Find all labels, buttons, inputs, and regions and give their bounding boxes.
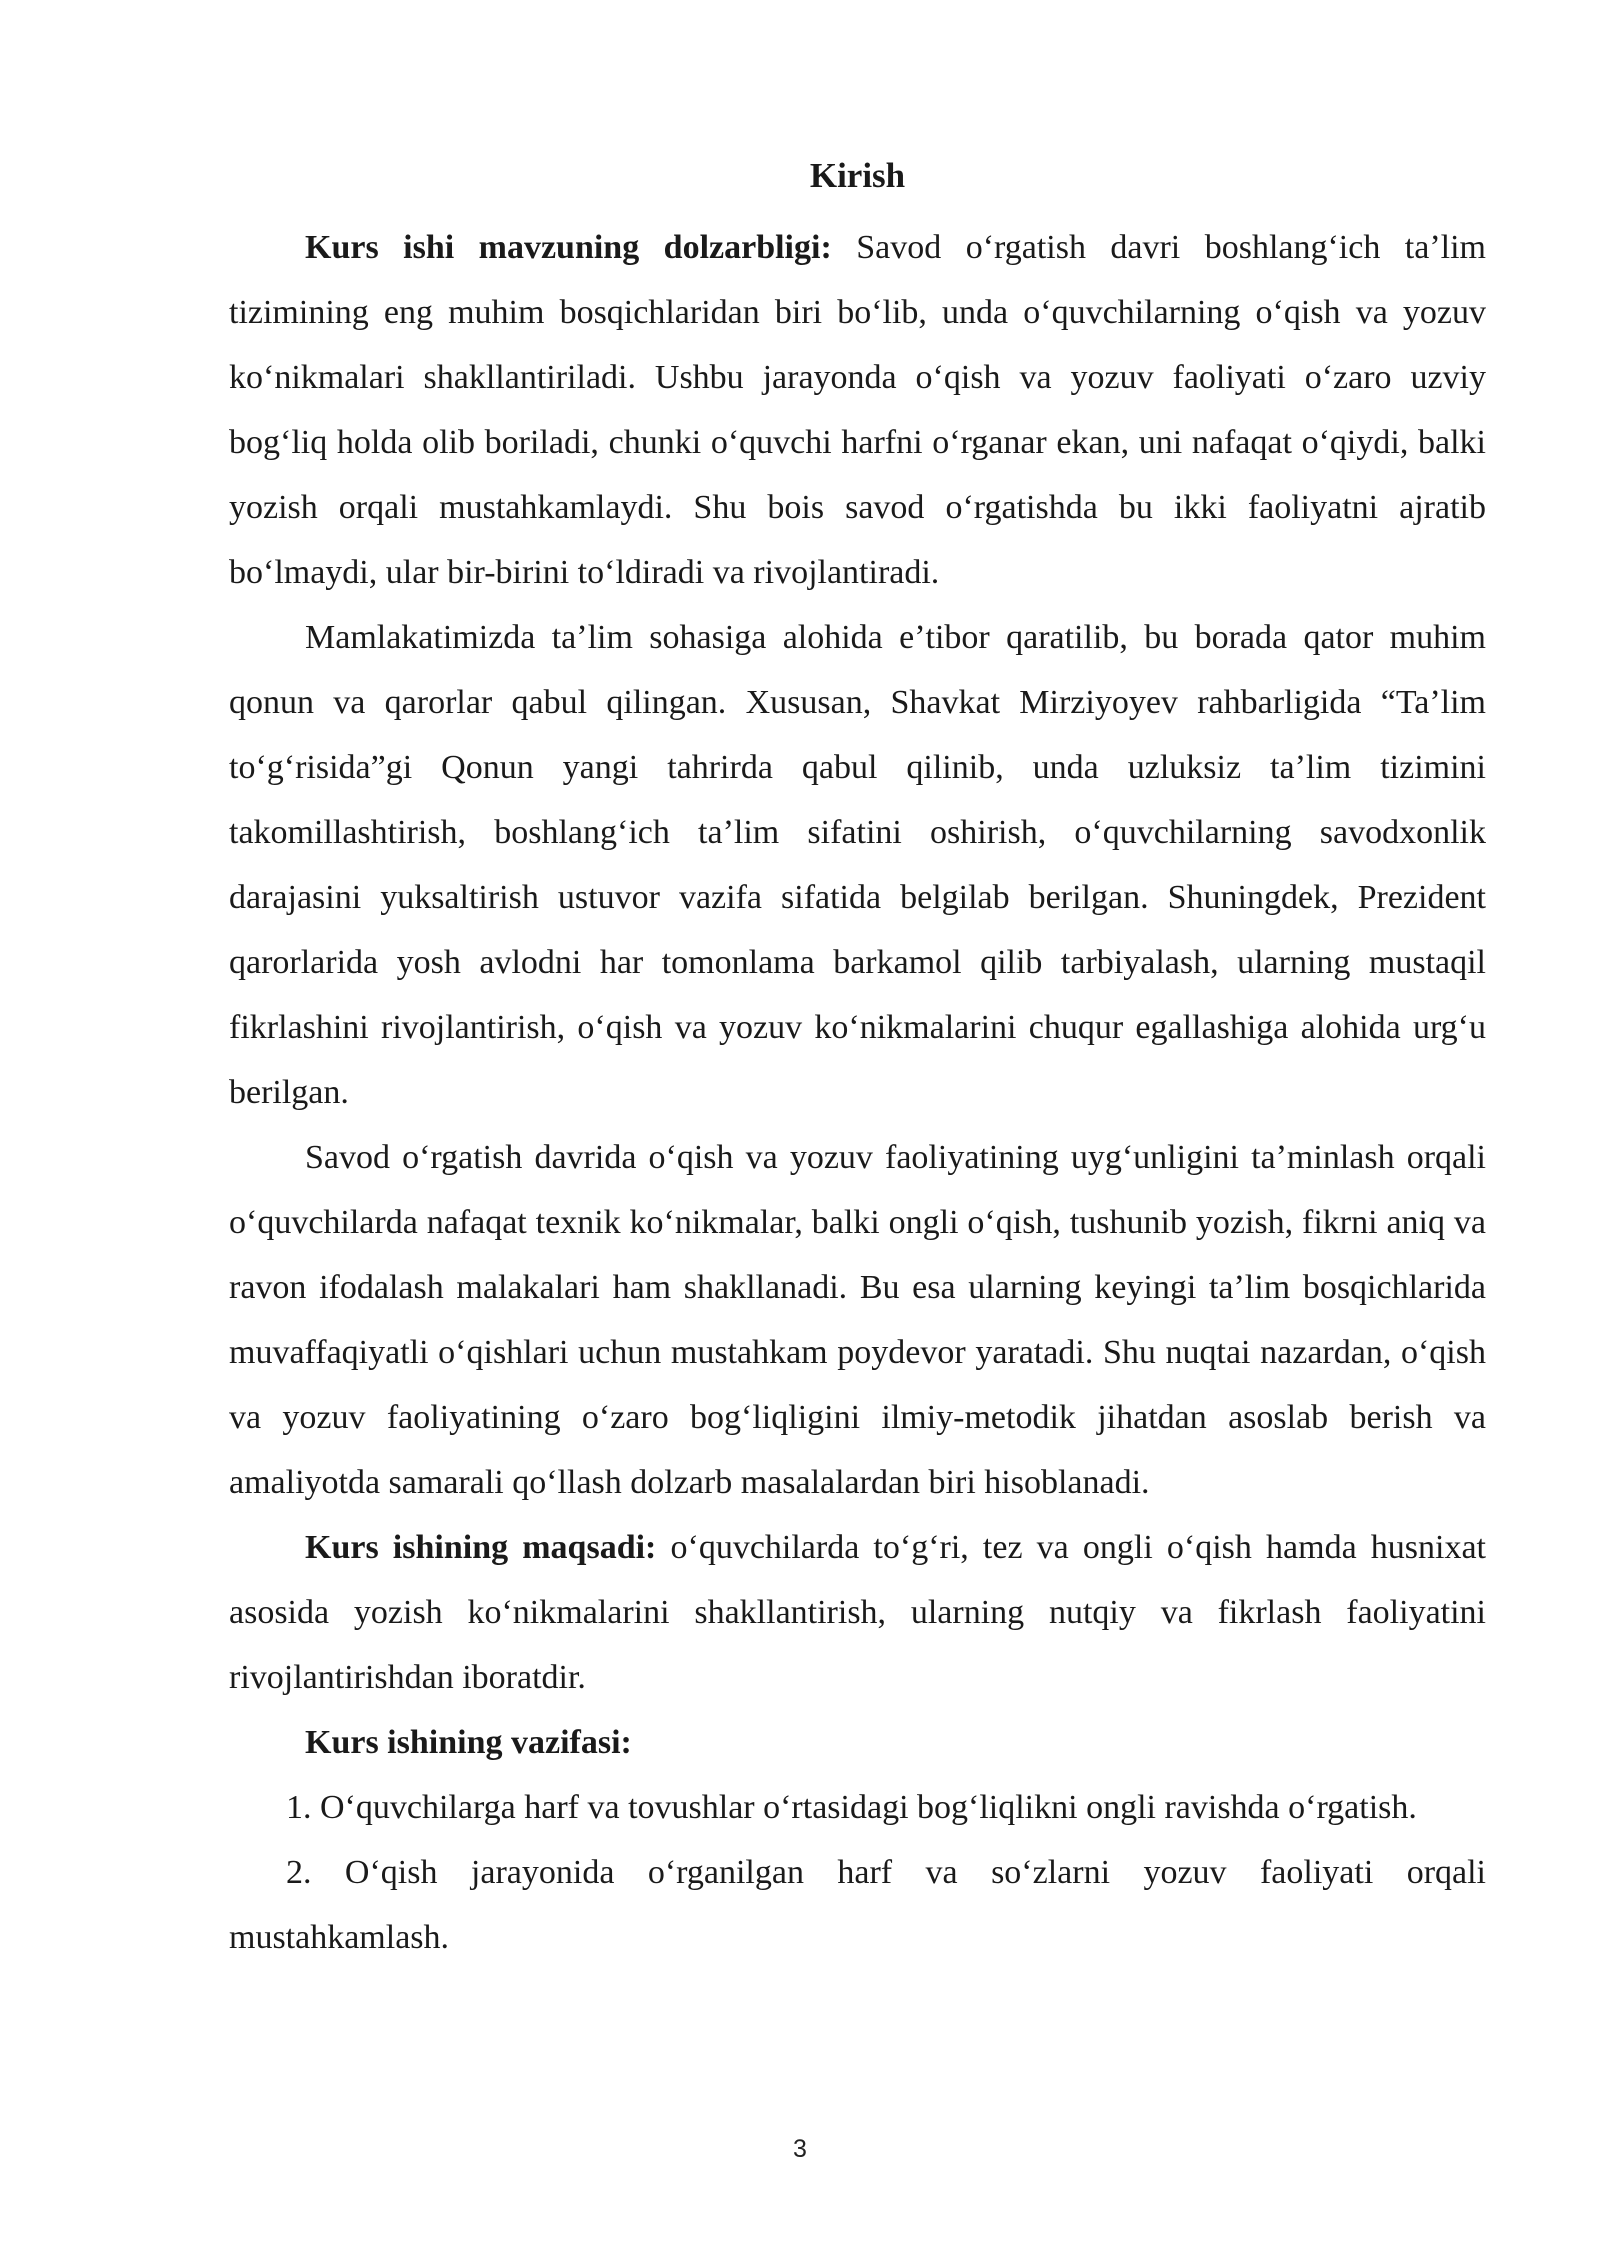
paragraph-text: oʻquvchilarda toʻgʻri, tez va ongli oʻqish hamda husnixat asosida yozish koʻnikmalarini shakllantirish, ularning nutqiy va fikrlash faoliyatini rivojlantirishdan iboratdir. [229, 1529, 1486, 1696]
paragraph-text: Mamlakatimizda taʼlim sohasiga alohida eʼtibor qaratilib, bu borada qator muhim qonun va qarorlar qabul qilingan. Xususan, Shavkat Mirziyoyev rahbarligida “Taʼlim toʻgʻrisida”gi Qonun yangi tahrirda qabul qilinib, unda uzluksiz taʼlim tizimini takomillashtirish, boshlangʻich taʼlim sifatini oshirish, oʻquvchilarning savodxonlik darajasini yuksaltirish ustuvor vazifa sifatida belgilab berilgan. Shuningdek, Prezident qarorlarida yosh avlodni har tomonlama barkamol qilib tarbiyalash, ularning mustaqil fikrlashini rivojlantirish, oʻqish va yozuv koʻnikmalarini chuqur egallashiga alohida urgʻu berilgan. [229, 619, 1486, 1111]
paragraph-relevance [229, 215, 1486, 605]
paragraph-lead: Kurs ishi mavzuning dolzarbligi: [305, 229, 832, 266]
page-content [229, 150, 1486, 1970]
paragraph-goal [229, 1515, 1486, 1710]
task-item-1: 1. Oʻquvchilarga harf va tovushlar oʻrtasidagi bogʻliqlikni ongli ravishda oʻrgatish. [286, 1789, 1417, 1826]
paragraph-text: Savod oʻrgatish davri boshlangʻich taʼlim tizimining eng muhim bosqichlaridan biri boʻlib, unda oʻquvchilarning oʻqish va yozuv koʻnikmalari shakllantiriladi. Ushbu jarayonda oʻqish va yozuv faoliyati oʻzaro uzviy bogʻliq holda olib boriladi, chunki oʻquvchi harfni oʻrganar ekan, uni nafaqat oʻqiydi, balki yozish orqali mustahkamlaydi. Shu bois savod oʻrgatishda bu ikki faoliyatni ajratib boʻlmaydi, ular bir-birini toʻldiradi va rivojlantiradi. [229, 229, 1486, 591]
tasks-heading: Kurs ishining vazifasi: [305, 1724, 632, 1761]
paragraph-legislation [229, 605, 1486, 1125]
paragraph-harmony [229, 1125, 1486, 1515]
page-number: 3 [793, 2135, 807, 2163]
page-title: Kirish [809, 156, 906, 195]
task-item-2: 2. Oʻqish jarayonida oʻrganilgan harf va soʻzlarni yozuv faoliyati orqali mustahkamlash. [229, 1854, 1486, 1956]
paragraph-text: Savod oʻrgatish davrida oʻqish va yozuv faoliyatining uygʻunligini taʼminlash orqali oʻquvchilarda nafaqat texnik koʻnikmalar, balki ongli oʻqish, tushunib yozish, fikrni aniq va ravon ifodalash malakalari ham shakllanadi. Bu esa ularning keyingi taʼlim bosqichlarida muvaffaqiyatli oʻqishlari uchun mustahkam poydevor yaratadi. Shu nuqtai nazardan, oʻqish va yozuv faoliyatining oʻzaro bogʻliqligini ilmiy-metodik jihatdan asoslab berish va amaliyotda samarali qoʻllash dolzarb masalalardan biri hisoblanadi. [229, 1139, 1486, 1501]
paragraph-lead: Kurs ishining maqsadi: [305, 1529, 657, 1566]
